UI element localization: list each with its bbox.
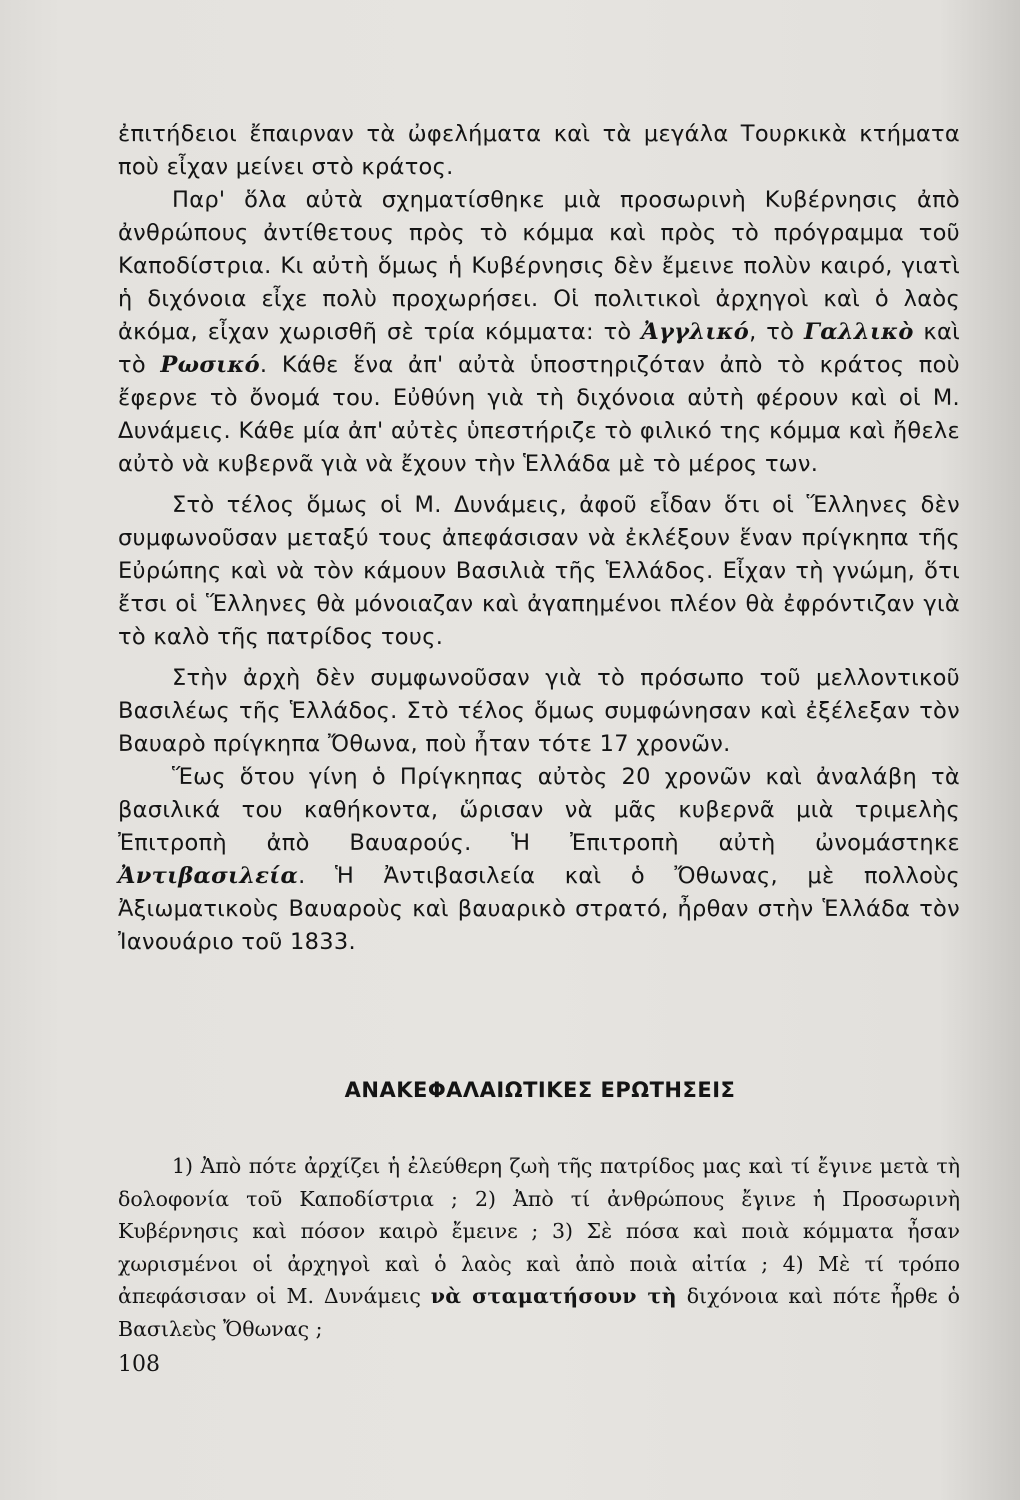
paragraph-1: ἐπιτήδειοι ἔπαιρναν τὰ ὠφελήματα καὶ τὰ μεγάλα Τουρκικὰ κτήματα ποὺ εἶχαν μείνει στὸ κράτος. (118, 121, 960, 180)
separator-1: , τὸ (749, 319, 804, 345)
party-english: Ἀγγλικό (641, 319, 750, 345)
regency-term: Ἀντιβασιλεία (118, 863, 299, 889)
party-russian: Ρωσικό (160, 352, 260, 378)
questions-end: διχόνοια καὶ πότε ἦρθε ὁ Βασιλεὺς Ὄθωνας ; (118, 1284, 960, 1341)
questions-bold: νὰ σταματήσουν τὴ (430, 1284, 677, 1308)
paragraph-3: Στὸ τέλος ὅμως οἱ Μ. Δυνάμεις, ἀφοῦ εἶδαν ὅτι οἱ Ἕλληνες δὲν συμφωνοῦσαν μεταξύ τους ἀπεφάσισαν νὰ ἐκλέξουν ἕναν πρίγκηπα τῆς Εὐρώπης καὶ νὰ τὸν κάμουν Βασιλιὰ τῆς Ἑλλάδος. Εἶχαν τὴ γνώμη, ὅτι ἔτσι οἱ Ἕλληνες θὰ μόνοιαζαν καὶ ἀγαπημένοι πλέον θὰ ἐφρόντιζαν γιὰ τὸ καλὸ τῆς πατρίδος τους. (118, 492, 960, 650)
body-text (118, 118, 960, 959)
page-number: 108 (118, 1352, 160, 1377)
paragraph-5 (118, 761, 960, 959)
review-questions (118, 1150, 960, 1345)
questions-text: 1) Ἀπὸ πότε ἀρχίζει ἡ ἐλεύθερη ζωὴ τῆς πατρίδος μας καὶ τί ἔγινε μετὰ τὴ δολοφονία τοῦ Καποδίστρια ; 2) Ἀπὸ τί ἀνθρώπους ἔγινε ἡ Προσωρινὴ Κυβέρνησις καὶ πόσον καιρὸ ἔμεινε ; 3) Σὲ πόσα καὶ ποιὰ κόμματα ἦσαν χωρισμένοι οἱ ἀρχηγοὶ καὶ ὁ λαὸς καὶ ἀπὸ ποιὰ αἰτία ; 4) Μὲ τί τρόπο ἀπεφάσισαν οἱ Μ. Δυνάμεις (118, 1154, 960, 1308)
paragraph-4: Στὴν ἀρχὴ δὲν συμφωνοῦσαν γιὰ τὸ πρόσωπο τοῦ μελλοντικοῦ Βασιλέως τῆς Ἑλλάδος. Στὸ τέλος ὅμως συμφώνησαν καὶ ἐξέλεξαν τὸν Βαυαρὸ πρίγκηπα Ὄθωνα, ποὺ ἦταν τότε 17 χρονῶν. (118, 665, 960, 757)
paragraph-2 (118, 184, 960, 481)
paragraph-5-end: . Ἡ Ἀντιβασιλεία καὶ ὁ Ὄθωνας, μὲ πολλοὺς Ἀξιωματικοὺς Βαυαροὺς καὶ βαυαρικὸ στρατό, ἦρθαν στὴν Ἑλλάδα τὸν Ἰανουάριο τοῦ 1833. (118, 863, 960, 955)
section-heading: ΑΝΑΚΕΦΑΛΑΙΩΤΙΚΕΣ ΕΡΩΤΗΣΕΙΣ (344, 1078, 736, 1102)
party-french: Γαλλικὸ (803, 319, 914, 345)
paragraph-2-text: Παρ' ὅλα αὐτὰ σχηματίσθηκε μιὰ προσωρινὴ Κυβέρνησις ἀπὸ ἀνθρώπους ἀντίθετους πρὸς τὸ κόμμα καὶ πρὸς τὸ πρόγραμμα τοῦ Καποδίστρια. Κι αὐτὴ ὅμως ἡ Κυβέρνησις δὲν ἔμεινε πολὺν καιρό, γιατὶ ἡ διχόνοια εἶχε πολὺ προχωρήσει. Οἱ πολιτικοὶ ἀρχηγοὶ καὶ ὁ λαὸς ἀκόμα, εἶχαν χωρισθῆ σὲ τρία κόμματα: τὸ (118, 187, 960, 345)
separator-2: καὶ τὸ (118, 319, 960, 378)
paragraph-5-text: Ἕως ὅτου γίνη ὁ Πρίγκηπας αὐτὸς 20 χρονῶν καὶ ἀναλάβη τὰ βασιλικά του καθήκοντα, ὥρισαν νὰ μᾶς κυβερνᾶ μιὰ τριμελὴς Ἐπιτροπὴ ἀπὸ Βαυαρούς. Ἡ Ἐπιτροπὴ αὐτὴ ὠνομάστηκε (118, 764, 960, 856)
paragraph-2-end: . Κάθε ἕνα ἀπ' αὐτὰ ὑποστηριζόταν ἀπὸ τὸ κράτος ποὺ ἔφερνε τὸ ὄνομά του. Εὐθύνη γιὰ τὴ διχόνοια αὐτὴ φέρουν καὶ οἱ Μ. Δυνάμεις. Κάθε μία ἀπ' αὐτὲς ὑπεστήριζε τὸ φιλικό της κόμμα καὶ ἤθελε αὐτὸ νὰ κυβερνᾶ γιὰ νὰ ἔχουν τὴν Ἑλλάδα μὲ τὸ μέρος των. (118, 352, 960, 477)
